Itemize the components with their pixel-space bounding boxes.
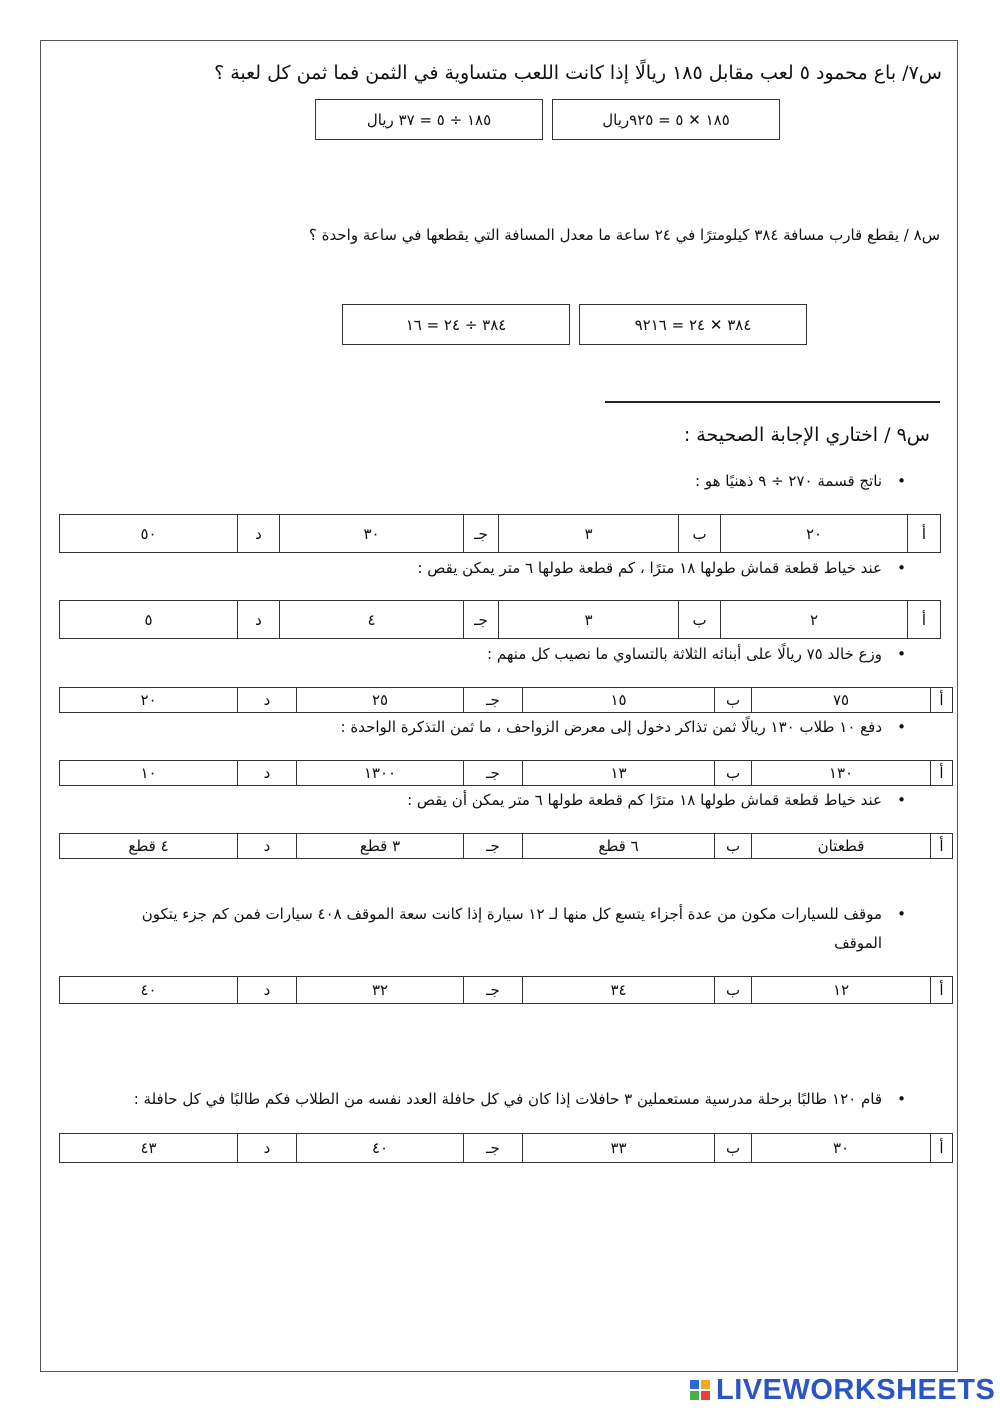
logo-text: LIVEWORKSHEETS (716, 1373, 996, 1406)
option-c-letter: جـ (464, 601, 499, 639)
option-b-value[interactable]: ١٥ (523, 688, 715, 713)
option-a-letter: أ (931, 688, 953, 713)
option-c-value[interactable]: ٤٠ (297, 1134, 464, 1163)
option-c-letter: جـ (464, 515, 499, 553)
option-d-value[interactable]: ٤ قطع (60, 834, 238, 859)
option-b-value[interactable]: ١٣ (523, 761, 715, 786)
option-d-value[interactable]: ٤٠ (60, 977, 238, 1004)
option-b-value[interactable]: ٣ (499, 601, 679, 639)
section-divider (605, 401, 940, 403)
option-a-letter: أ (931, 977, 953, 1004)
option-c-value[interactable]: ٤ (280, 601, 464, 639)
option-a-letter: أ (931, 834, 953, 859)
option-a-value[interactable]: ٣٠ (752, 1134, 931, 1163)
q9-item-7-label: قام ١٢٠ طالبًا برحلة مدرسية مستعملين ٣ حافلات إذا كان في كل حافلة العدد نفسه من الطلاب فكم طالبًا في كل حافلة : (133, 1090, 882, 1108)
option-c-value[interactable]: ٣٢ (297, 977, 464, 1004)
logo-square-icon (701, 1380, 710, 1389)
q7-choice-divide[interactable]: ١٨٥ ÷ ٥ = ٣٧ ريال (315, 99, 543, 140)
q7-choice-multiply[interactable]: ١٨٥ ✕ ٥ = ٩٢٥ريال (552, 99, 780, 140)
option-c-letter: جـ (464, 834, 523, 859)
option-b-value[interactable]: ٦ قطع (523, 834, 715, 859)
liveworksheets-logo (690, 1375, 995, 1405)
option-d-value[interactable]: ٥٠ (60, 515, 238, 553)
option-b-letter: ب (715, 977, 752, 1004)
option-d-value[interactable]: ٢٠ (60, 688, 238, 713)
option-b-letter: ب (715, 834, 752, 859)
q9-item-1-options (59, 514, 941, 553)
option-d-letter: د (238, 601, 280, 639)
q9-item-1-text (695, 467, 906, 496)
logo-square-icon (690, 1391, 699, 1400)
q9-item-4-label: دفع ١٠ طلاب ١٣٠ ريالًا ثمن تذاكر دخول إلى معرض الزواحف ، ما ثمن التذكرة الواحدة : (340, 718, 882, 736)
q9-item-7-text (133, 1085, 906, 1114)
option-d-letter: د (238, 688, 297, 713)
q9-item-2-options (59, 600, 941, 639)
option-b-letter: ب (715, 688, 752, 713)
option-a-letter: أ (908, 601, 941, 639)
q9-item-5-text (407, 786, 906, 815)
option-a-letter: أ (931, 1134, 953, 1163)
option-d-value[interactable]: ٤٣ (60, 1134, 238, 1163)
q9-item-6-label: موقف للسيارات مكون من عدة أجزاء يتسع كل منها لـ ١٢ سيارة إذا كانت سعة الموقف ٤٠٨ سيارات فمن كم جزء يتكون الموقف (141, 905, 882, 952)
logo-squares-icon (690, 1380, 710, 1400)
q9-item-6-text (105, 900, 906, 958)
bullet-icon: • (897, 645, 906, 663)
option-b-letter: ب (679, 515, 721, 553)
bullet-icon: • (897, 472, 906, 490)
option-c-letter: جـ (464, 977, 523, 1004)
option-d-value[interactable]: ٥ (60, 601, 238, 639)
option-d-letter: د (238, 515, 280, 553)
option-c-value[interactable]: ٢٥ (297, 688, 464, 713)
option-c-value[interactable]: ١٣٠٠ (297, 761, 464, 786)
question-8-text: س٨ / يقطع قارب مسافة ٣٨٤ كيلومترًا في ٢٤ ساعة ما معدل المسافة التي يقطعها في ساعة واحدة ؟ (308, 226, 940, 244)
option-b-letter: ب (715, 1134, 752, 1163)
question-9-title: س٩ / اختاري الإجابة الصحيحة : (683, 424, 930, 446)
option-d-value[interactable]: ١٠ (60, 761, 238, 786)
option-b-value[interactable]: ٣٤ (523, 977, 715, 1004)
bullet-icon: • (897, 1090, 906, 1108)
option-a-value[interactable]: ١٣٠ (752, 761, 931, 786)
option-a-value[interactable]: ١٢ (752, 977, 931, 1004)
q8-choice-divide[interactable]: ٣٨٤ ÷ ٢٤ = ١٦ (342, 304, 570, 345)
q9-item-5-options (59, 833, 953, 859)
option-a-value[interactable]: قطعتان (752, 834, 931, 859)
option-c-letter: جـ (464, 688, 523, 713)
option-c-letter: جـ (464, 1134, 523, 1163)
bullet-icon: • (897, 718, 906, 736)
option-a-value[interactable]: ٢ (721, 601, 908, 639)
bullet-icon: • (897, 791, 906, 809)
option-b-letter: ب (715, 761, 752, 786)
q9-item-2-label: عند خياط قطعة قماش طولها ١٨ مترًا ، كم قطعة طولها ٦ متر يمكن يقص : (417, 559, 882, 577)
logo-square-icon (701, 1391, 710, 1400)
option-d-letter: د (238, 761, 297, 786)
q9-item-3-text (487, 640, 906, 669)
q8-choice-multiply[interactable]: ٣٨٤ ✕ ٢٤ = ٩٢١٦ (579, 304, 807, 345)
q9-item-6-options (59, 976, 953, 1004)
q9-item-1-label: ناتج قسمة ٢٧٠ ÷ ٩ ذهنيًا هو : (695, 472, 882, 490)
option-a-letter: أ (931, 761, 953, 786)
option-c-value[interactable]: ٣٠ (280, 515, 464, 553)
option-d-letter: د (238, 1134, 297, 1163)
option-a-value[interactable]: ٢٠ (721, 515, 908, 553)
option-b-value[interactable]: ٣ (499, 515, 679, 553)
option-a-value[interactable]: ٧٥ (752, 688, 931, 713)
option-d-letter: د (238, 977, 297, 1004)
bullet-icon: • (897, 559, 906, 577)
option-c-letter: جـ (464, 761, 523, 786)
q9-item-3-label: وزع خالد ٧٥ ريالًا على أبنائه الثلاثة بالتساوي ما نصيب كل منهم : (487, 645, 882, 663)
option-b-value[interactable]: ٣٣ (523, 1134, 715, 1163)
question-7-text: س٧/ باع محمود ٥ لعب مقابل ١٨٥ ريالًا إذا كانت اللعب متساوية في الثمن فما ثمن كل لعبة ؟ (214, 62, 942, 84)
option-d-letter: د (238, 834, 297, 859)
option-c-value[interactable]: ٣ قطع (297, 834, 464, 859)
q9-item-3-options (59, 687, 953, 713)
bullet-icon: • (897, 905, 906, 923)
q9-item-4-text (340, 713, 906, 742)
q9-item-4-options (59, 760, 953, 786)
option-b-letter: ب (679, 601, 721, 639)
logo-square-icon (690, 1380, 699, 1389)
q9-item-7-options (59, 1133, 953, 1163)
option-a-letter: أ (908, 515, 941, 553)
q9-item-2-text (417, 554, 906, 583)
q9-item-5-label: عند خياط قطعة قماش طولها ١٨ مترًا كم قطعة طولها ٦ متر يمكن أن يقص : (407, 791, 882, 809)
